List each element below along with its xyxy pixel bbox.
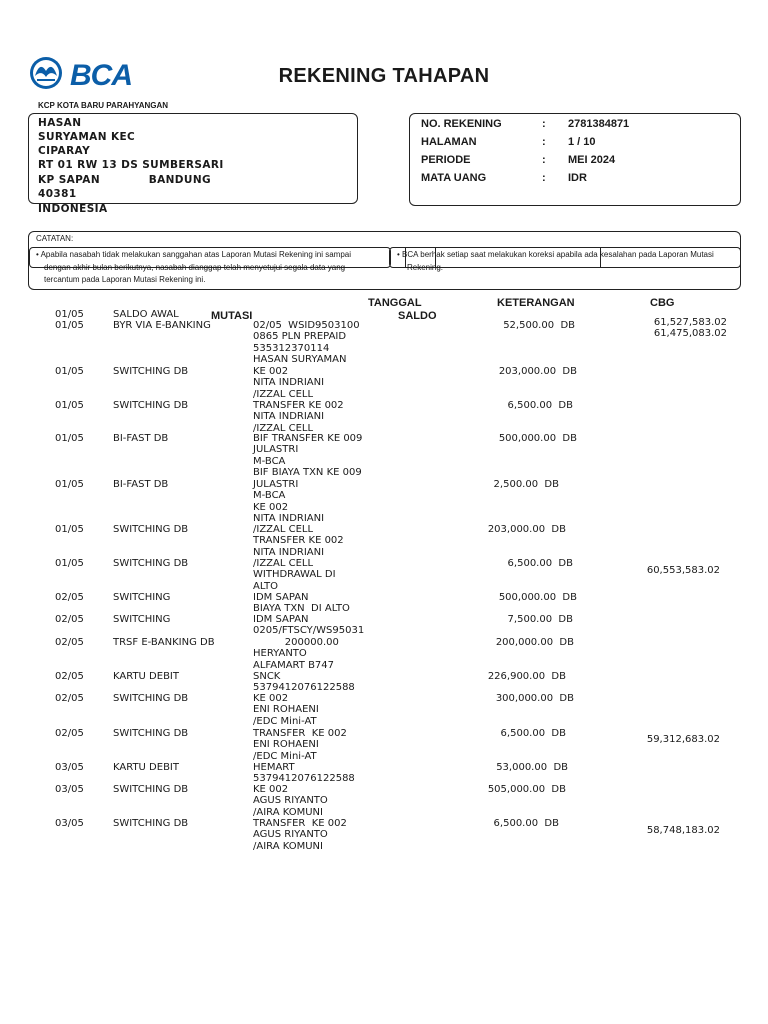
row-detail-line: 0205/FTSCY/WS95031 <box>253 625 365 637</box>
row-detail <box>253 784 328 818</box>
note-bullet: • <box>397 250 403 259</box>
row-detail-line: WITHDRAWAL DI <box>253 569 336 581</box>
row-amount: 203,000.00 DB <box>487 524 566 535</box>
row-detail-line: BIF TRANSFER KE 009 <box>253 433 363 444</box>
row-amount: 226,900.00 DB <box>487 671 566 682</box>
row-detail-line: 02/05 WSID9503100 <box>253 320 360 331</box>
row-amount: 300,000.00 DB <box>495 693 574 704</box>
row-detail-line: TRANSFER KE 002 <box>253 400 344 411</box>
row-description: SWITCHING DB <box>113 366 189 377</box>
row-detail-line: KE 002 <box>253 784 289 795</box>
row-detail-line: ALFAMART B747 <box>253 659 335 671</box>
row-balance: 60,553,583.02 <box>646 565 720 576</box>
row-detail <box>253 320 360 366</box>
row-amount: 53,000.00 DB <box>496 762 568 773</box>
row-description: SALDO AWAL <box>113 309 179 320</box>
row-detail-line: /IZZAL CELL <box>253 388 314 400</box>
customer-address-line: 40381 <box>38 188 77 200</box>
row-balance: 58,748,183.02 <box>646 825 720 836</box>
row-description: KARTU DEBIT <box>113 762 179 773</box>
row-description: KARTU DEBIT <box>113 671 179 682</box>
row-detail-line: HASAN SURYAMAN <box>253 354 347 366</box>
row-detail-line: 535312370114 <box>253 342 330 354</box>
customer-address-line: KP SAPAN BANDUNG <box>38 174 212 186</box>
row-date: 02/05 <box>55 592 84 603</box>
row-detail <box>253 433 362 479</box>
row-detail-line: BIF BIAYA TXN KE 009 <box>253 467 362 479</box>
notes-title: CATATAN: <box>36 234 74 243</box>
row-description: TRSF E-BANKING DB <box>113 637 215 648</box>
row-detail-line: IDM SAPAN <box>253 614 309 625</box>
account-field-separator: : <box>542 118 546 130</box>
header-keterangan: KETERANGAN <box>497 297 575 309</box>
row-detail-line: /IZZAL CELL <box>253 422 314 434</box>
row-detail-line: 5379412076122588 <box>253 682 355 694</box>
svg-text:BCA: BCA <box>70 59 132 92</box>
row-balance: 59,312,683.02 <box>646 734 720 745</box>
row-detail-line: ENI ROHAENI <box>253 704 319 716</box>
row-description: SWITCHING DB <box>113 693 189 704</box>
row-detail-line: 5379412076122588 <box>253 773 355 785</box>
row-detail-line: KE 002 <box>253 366 289 377</box>
row-amount: 6,500.00 DB <box>507 400 573 411</box>
note-left-text <box>36 249 381 287</box>
row-detail-line: BIAYA TXN DI ALTO <box>253 603 350 615</box>
row-detail-line: /EDC Mini-AT <box>253 715 317 727</box>
header-saldo: SALDO <box>398 310 437 322</box>
account-field-label: HALAMAN <box>421 136 477 148</box>
row-amount: 203,000.00 DB <box>498 366 577 377</box>
row-detail <box>253 558 336 592</box>
row-detail-line: TRANSFER KE 002 <box>253 728 347 739</box>
row-date: 01/05 <box>55 366 84 377</box>
row-description: SWITCHING DB <box>113 400 189 411</box>
row-detail <box>253 693 319 727</box>
row-date: 01/05 <box>55 309 84 320</box>
row-date: 02/05 <box>55 614 84 625</box>
header-tanggal: TANGGAL <box>368 297 422 309</box>
row-date: 03/05 <box>55 762 84 773</box>
row-detail <box>253 479 324 525</box>
row-detail-line: /IZZAL CELL <box>253 524 314 535</box>
customer-address-line: RT 01 RW 13 DS SUMBERSARI <box>38 159 224 171</box>
row-date: 01/05 <box>55 400 84 411</box>
row-description: SWITCHING DB <box>113 818 189 829</box>
row-detail-line: /AIRA KOMUNI <box>253 840 323 852</box>
row-date: 01/05 <box>55 433 84 444</box>
row-description: SWITCHING DB <box>113 784 189 795</box>
row-amount: 2,500.00 DB <box>493 479 559 490</box>
row-detail-line: JULASTRI <box>253 479 299 490</box>
row-detail <box>253 592 350 615</box>
note-line: Rekening. <box>407 262 444 272</box>
row-detail-line: SNCK <box>253 671 281 682</box>
row-detail <box>253 671 355 694</box>
row-amount: 6,500.00 DB <box>493 818 559 829</box>
row-date: 01/05 <box>55 320 84 331</box>
row-detail <box>253 762 355 785</box>
row-amount: 6,500.00 DB <box>507 558 573 569</box>
row-detail-line: 200000.00 <box>253 637 339 648</box>
note-right-text <box>397 249 739 274</box>
row-detail <box>253 818 347 852</box>
row-detail <box>253 524 344 558</box>
account-field-value: 2781384871 <box>568 118 630 130</box>
branch-name: KCP KOTA BARU PARAHYANGAN <box>38 101 169 110</box>
row-description: SWITCHING DB <box>113 728 189 739</box>
customer-address-line: SURYAMAN KEC <box>38 131 136 143</box>
account-field-separator: : <box>542 136 546 148</box>
row-amount: 500,000.00 DB <box>498 433 577 444</box>
row-date: 03/05 <box>55 784 84 795</box>
row-amount: 500,000.00 DB <box>498 592 577 603</box>
row-description: SWITCHING DB <box>113 524 189 535</box>
account-field-separator: : <box>542 154 546 166</box>
row-detail-line: /EDC Mini-AT <box>253 750 317 762</box>
row-detail-line: TRANSFER KE 002 <box>253 818 347 829</box>
row-detail-line: 0865 PLN PREPAID <box>253 331 347 343</box>
row-detail-line: /AIRA KOMUNI <box>253 806 323 818</box>
account-field-label: MATA UANG <box>421 172 487 184</box>
row-detail-line: AGUS RIYANTO <box>253 829 328 841</box>
row-balance: 61,527,583.02 <box>653 317 727 328</box>
row-date: 03/05 <box>55 818 84 829</box>
row-description: SWITCHING DB <box>113 558 189 569</box>
row-amount: 200,000.00 DB <box>495 637 574 648</box>
row-description: BYR VIA E-BANKING <box>113 320 211 331</box>
row-description: BI-FAST DB <box>113 479 169 490</box>
account-field-label: NO. REKENING <box>421 118 502 130</box>
account-field-value: MEI 2024 <box>568 154 616 166</box>
row-detail-line: NITA INDRIANI <box>253 377 325 389</box>
row-detail-line: KE 002 <box>253 501 289 513</box>
row-balance: 61,475,083.02 <box>653 328 727 339</box>
row-amount: 6,500.00 DB <box>500 728 566 739</box>
row-detail-line: JULASTRI <box>253 444 299 456</box>
row-detail-line: AGUS RIYANTO <box>253 795 328 807</box>
row-detail-line: HEMART <box>253 762 295 773</box>
note-line: Apabila nasabah tidak melakukan sanggahan atas Laporan Mutasi Rekening ini sampai <box>40 250 352 259</box>
customer-address-line: HASAN <box>38 117 82 129</box>
row-amount: 52,500.00 DB <box>503 320 575 331</box>
row-date: 02/05 <box>55 728 84 739</box>
header-mutasi: MUTASI <box>211 310 253 322</box>
row-amount: 7,500.00 DB <box>507 614 573 625</box>
row-date: 01/05 <box>55 558 84 569</box>
row-detail <box>253 366 324 400</box>
row-detail-line: NITA INDRIANI <box>253 513 325 525</box>
row-date: 02/05 <box>55 693 84 704</box>
row-detail <box>253 614 364 637</box>
note-bullet: • <box>36 250 41 259</box>
row-detail-line: KE 002 <box>253 693 289 704</box>
row-detail-line: NITA INDRIANI <box>253 411 325 423</box>
row-detail-line: HERYANTO <box>253 648 307 660</box>
row-detail-line: TRANSFER KE 002 <box>253 535 344 547</box>
note-line: BCA berhak setiap saat melakukan koreksi apabila ada kesalahan pada Laporan Mutasi <box>402 250 714 259</box>
note-line: tercantum pada Laporan Mutasi Rekening ini. <box>44 275 206 284</box>
row-description: BI-FAST DB <box>113 433 169 444</box>
note-line: dengan akhir bulan berikutnya, nasabah dianggap telah menyetujui segala data yang <box>44 262 346 272</box>
row-detail-line: /IZZAL CELL <box>253 558 314 569</box>
account-field-label: PERIODE <box>421 154 471 166</box>
row-detail-line: M-BCA <box>253 490 286 502</box>
account-field-value: 1 / 10 <box>568 136 596 148</box>
row-date: 01/05 <box>55 479 84 490</box>
row-description: SWITCHING <box>113 614 171 625</box>
header-cbg: CBG <box>650 297 675 309</box>
row-detail-line: M-BCA <box>253 455 286 467</box>
account-field-separator: : <box>542 172 546 184</box>
page-title: REKENING TAHAPAN <box>278 65 490 87</box>
row-date: 02/05 <box>55 637 84 648</box>
row-detail <box>253 728 347 762</box>
row-detail-line: ENI ROHAENI <box>253 739 319 751</box>
row-description: SWITCHING <box>113 592 171 603</box>
row-date: 02/05 <box>55 671 84 682</box>
row-date: 01/05 <box>55 524 84 535</box>
row-detail-line: ALTO <box>253 580 279 592</box>
account-field-value: IDR <box>568 172 587 184</box>
row-amount: 505,000.00 DB <box>487 784 566 795</box>
row-detail <box>253 400 344 434</box>
customer-address-line: INDONESIA <box>38 203 108 215</box>
customer-address-line: CIPARAY <box>38 145 91 157</box>
row-detail-line: NITA INDRIANI <box>253 546 325 558</box>
row-detail <box>253 637 339 671</box>
row-detail-line: IDM SAPAN <box>253 592 309 603</box>
